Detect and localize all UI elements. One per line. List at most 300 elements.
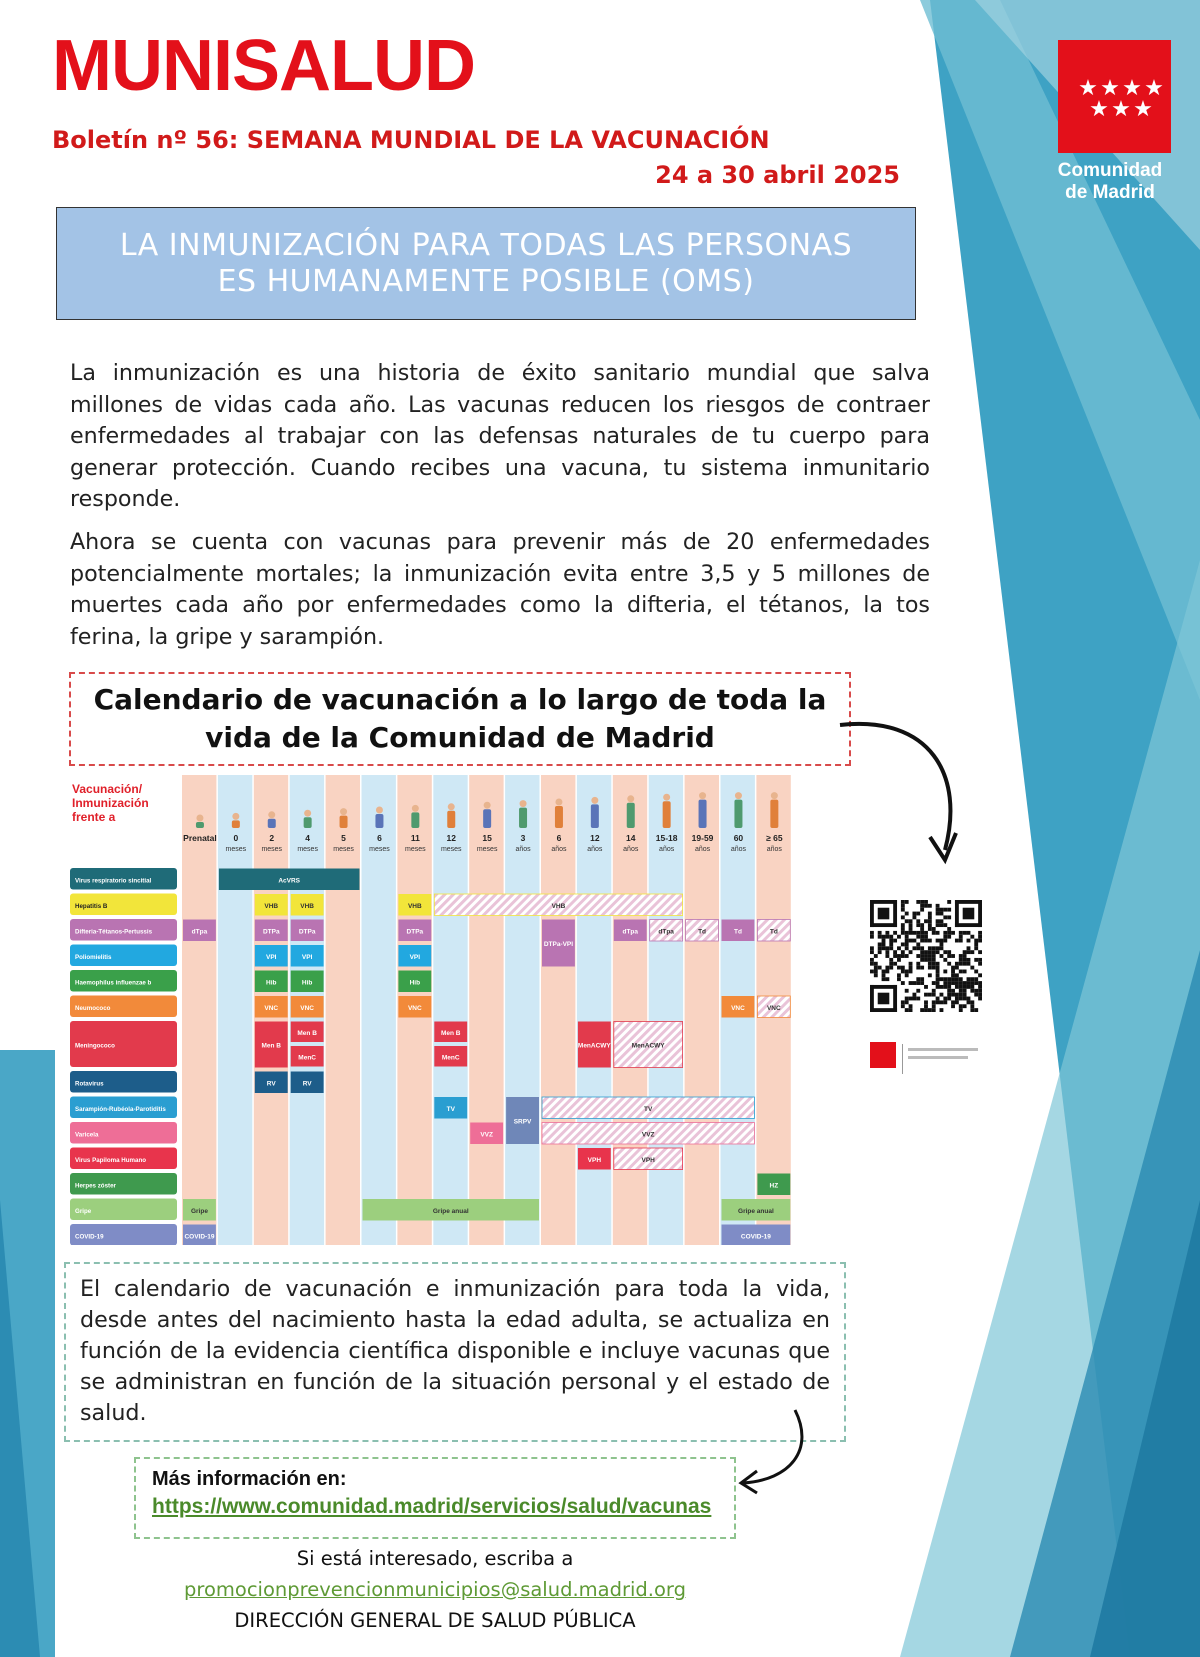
calendar-vaccine-label: Hib — [301, 979, 313, 987]
qr-module — [920, 904, 924, 908]
qr-module — [951, 981, 955, 985]
qr-module — [882, 977, 886, 981]
calendar-vaccine-label: VVZ — [480, 1131, 493, 1139]
qr-module — [893, 900, 897, 927]
calendar-vaccine-label: DTPa — [406, 928, 424, 936]
qr-module — [974, 993, 978, 997]
qr-module — [947, 908, 951, 912]
qr-module — [870, 950, 874, 954]
qr-module — [978, 935, 982, 939]
qr-module — [909, 1004, 913, 1008]
banner-line-2: ES HUMANAMENTE POSIBLE (OMS) — [217, 263, 755, 299]
qr-module — [928, 904, 932, 908]
calendar-row-label: Virus Papiloma Humano — [75, 1156, 147, 1164]
qr-module — [978, 973, 982, 977]
logo-line-2: de Madrid — [1065, 182, 1155, 203]
qr-module — [974, 989, 978, 993]
person-body-icon — [734, 800, 742, 828]
calendar-age-unit: meses — [261, 846, 283, 853]
qr-module — [901, 942, 905, 946]
qr-module — [897, 935, 901, 939]
calendar-vaccine-label: VNC — [731, 1004, 745, 1012]
calendar-row-label: Sarampión-Rubéola-Parotiditis — [75, 1105, 166, 1113]
qr-module — [947, 985, 951, 989]
calendar-age-unit: años — [587, 846, 603, 853]
calendar-age-label: 14 — [626, 833, 636, 843]
qr-module — [959, 1008, 963, 1012]
qr-module — [901, 1004, 905, 1008]
qr-module — [955, 962, 959, 966]
calendar-row-label: Virus respiratorio sincitial — [75, 877, 152, 885]
qr-module — [924, 900, 928, 904]
calendar-age-label: 6 — [556, 833, 562, 843]
qr-module — [901, 900, 905, 904]
qr-module — [920, 981, 924, 985]
qr-module — [897, 966, 901, 970]
calendar-age-label: 3 — [520, 833, 526, 843]
qr-module — [959, 985, 963, 989]
qr-module — [947, 989, 951, 993]
qr-module — [901, 927, 905, 931]
calendar-vaccine-label: COVID-19 — [740, 1233, 771, 1241]
qr-module — [912, 946, 916, 950]
qr-module — [947, 993, 951, 997]
qr-module — [936, 962, 940, 966]
qr-module — [943, 985, 947, 989]
qr-module — [893, 962, 897, 966]
calendar-vaccine-label: Td — [733, 928, 742, 936]
qr-module — [912, 981, 916, 985]
qr-module — [905, 989, 909, 993]
qr-module — [940, 908, 944, 912]
qr-module — [928, 962, 932, 966]
calendar-description: El calendario de vacunación e inmunización para toda la vida, desde antes del nacimiento hasta la edad adulta, se actualiza en función de la evidencia científica disponible e incluye vacunas que se administran en función de la situación personal y el estado de salud. — [64, 1262, 846, 1442]
qr-module — [951, 973, 955, 977]
qr-module — [963, 970, 967, 974]
qr-module — [963, 950, 967, 954]
qr-module — [916, 919, 920, 923]
stars-icon — [1058, 40, 1171, 153]
qr-module — [920, 950, 924, 954]
qr-module — [932, 1008, 936, 1012]
qr-module — [916, 942, 920, 946]
qr-module — [978, 939, 982, 943]
qr-module — [970, 950, 974, 954]
calendar-vaccine-label: VHB — [551, 902, 566, 910]
qr-module — [885, 977, 889, 981]
person-body-icon — [411, 812, 419, 828]
calendar-row-header-text: frente a — [72, 810, 116, 824]
qr-module — [951, 1000, 955, 1004]
qr-module — [874, 962, 878, 966]
qr-module — [885, 931, 889, 935]
qr-module — [932, 989, 936, 993]
qr-module — [870, 962, 874, 966]
qr-module — [943, 908, 947, 912]
qr-module — [920, 927, 924, 931]
calendar-vaccine-label: Men B — [441, 1029, 461, 1037]
person-body-icon — [447, 811, 455, 828]
person-icon — [376, 807, 383, 814]
calendar-age-unit: meses — [297, 846, 318, 853]
calendar-age-unit: años — [694, 846, 711, 853]
svg-text:★: ★ — [1089, 97, 1109, 122]
qr-module — [963, 954, 967, 958]
qr-module — [963, 931, 967, 935]
qr-module — [940, 977, 944, 981]
qr-module — [893, 950, 897, 954]
qr-module — [893, 931, 897, 935]
qr-module — [885, 946, 889, 950]
qr-module — [916, 923, 920, 927]
calendar-vaccine-label: VNC — [300, 1004, 315, 1012]
qr-module — [959, 989, 963, 993]
comunidad-madrid-logo — [1058, 40, 1171, 153]
qr-module — [959, 954, 963, 958]
qr-module — [947, 954, 951, 958]
qr-module — [920, 946, 924, 950]
qr-module — [916, 946, 920, 950]
qr-module — [901, 981, 905, 985]
qr-module — [916, 977, 920, 981]
calendar-vaccine-label: Td — [698, 928, 707, 936]
qr-module — [870, 985, 874, 1012]
calendar-vaccine-label: Hib — [409, 979, 421, 987]
qr-module — [967, 985, 971, 989]
qr-module — [901, 915, 905, 919]
person-body-icon — [196, 822, 204, 828]
person-body-icon — [770, 800, 778, 828]
person-body-icon — [232, 820, 240, 828]
qr-module — [928, 927, 932, 931]
qr-module — [967, 1000, 971, 1004]
qr-module — [936, 970, 940, 974]
qr-module — [940, 942, 944, 946]
qr-module — [955, 993, 959, 997]
small-arrow-icon — [735, 1405, 815, 1495]
qr-module — [951, 931, 955, 935]
qr-module — [943, 931, 947, 935]
qr-module — [955, 966, 959, 970]
qr-module — [901, 966, 905, 970]
qr-module — [955, 997, 959, 1001]
person-icon — [340, 808, 347, 815]
qr-module — [901, 970, 905, 974]
qr-module — [978, 993, 982, 997]
calendar-age-unit: meses — [333, 846, 354, 853]
qr-module — [874, 973, 878, 977]
calendar-age-label: 11 — [410, 833, 420, 843]
qr-module — [947, 927, 951, 931]
qr-module — [905, 935, 909, 939]
calendar-title-line-1: Calendario de vacunación a lo largo de toda la — [93, 683, 827, 716]
qr-module — [885, 950, 889, 954]
qr-module — [947, 977, 951, 981]
calendar-row-label: COVID-19 — [75, 1233, 104, 1241]
qr-module — [943, 923, 947, 927]
calendar-row-label: Herpes zóster — [75, 1182, 116, 1190]
qr-module — [955, 1000, 959, 1004]
qr-module — [870, 931, 874, 935]
calendar-age-unit: años — [730, 846, 747, 853]
qr-module — [932, 931, 936, 935]
qr-module — [947, 950, 951, 954]
contact-intro: Si está interesado, escriba a — [296, 1547, 574, 1570]
qr-module — [882, 946, 886, 950]
more-info-link[interactable]: https://www.comunidad.madrid/servicios/salud/vacunas — [152, 1495, 712, 1518]
qr-module — [870, 900, 874, 927]
calendar-vaccine-label: Hib — [266, 979, 277, 987]
calendar-row-label: Gripe — [75, 1207, 92, 1215]
qr-module — [905, 919, 909, 923]
qr-module — [959, 1004, 963, 1008]
qr-module — [947, 997, 951, 1001]
bulletin-dates: 24 a 30 abril 2025 — [655, 161, 900, 189]
organization-name: DIRECCIÓN GENERAL DE SALUD PÚBLICA — [234, 1609, 636, 1632]
qr-module — [940, 1000, 944, 1004]
calendar-vaccine-label: TV — [644, 1105, 653, 1113]
qr-module — [959, 981, 963, 985]
calendar-row-label: Rotavirus — [75, 1080, 104, 1088]
qr-module — [916, 997, 920, 1001]
app-title: MUNISALUD — [52, 26, 475, 106]
qr-module — [955, 900, 982, 904]
calendar-row-label: Hepatitis B — [75, 902, 108, 910]
qr-module — [924, 993, 928, 997]
qr-module — [889, 942, 893, 946]
calendar-age-unit: meses — [225, 846, 247, 853]
qr-module — [974, 970, 978, 974]
qr-module — [970, 977, 974, 981]
calendar-vaccine-label: VPH — [641, 1156, 655, 1164]
qr-code-icon[interactable] — [870, 900, 982, 1012]
person-icon — [735, 792, 742, 799]
svg-text:★: ★ — [1078, 76, 1098, 101]
qr-module — [885, 966, 889, 970]
qr-module — [928, 946, 932, 950]
qr-module — [920, 954, 924, 958]
qr-module — [901, 931, 905, 935]
qr-module — [947, 915, 951, 919]
calendar-age-label: 5 — [341, 833, 346, 843]
qr-module — [924, 950, 928, 954]
qr-module — [936, 977, 940, 981]
calendar-vaccine-label: COVID-19 — [184, 1233, 215, 1241]
calendar-row-label: Varicela — [75, 1131, 99, 1139]
calendar-row-header-text: Vacunación/ — [72, 782, 143, 796]
qr-module — [978, 931, 982, 935]
qr-module — [936, 946, 940, 950]
qr-module — [889, 939, 893, 943]
qr-module — [928, 954, 932, 958]
qr-module — [905, 931, 909, 935]
qr-module — [928, 950, 932, 954]
qr-module — [901, 908, 905, 912]
qr-module — [924, 935, 928, 939]
qr-module — [936, 1000, 940, 1004]
calendar-age-unit: meses — [440, 846, 462, 853]
svg-text:★: ★ — [1100, 76, 1120, 101]
qr-module — [936, 919, 940, 923]
qr-module — [920, 966, 924, 970]
qr-module — [901, 923, 905, 927]
qr-module — [959, 939, 963, 943]
qr-module — [947, 900, 951, 904]
qr-module — [963, 985, 967, 989]
qr-module — [967, 958, 971, 962]
calendar-vaccine-label: dTpa — [658, 928, 674, 936]
qr-module — [878, 946, 882, 950]
qr-module — [970, 1000, 974, 1004]
qr-module — [932, 993, 936, 997]
person-icon — [663, 794, 670, 801]
qr-module — [870, 1008, 897, 1012]
qr-module — [932, 958, 936, 962]
qr-module — [909, 931, 913, 935]
calendar-vaccine-label: Men B — [261, 1042, 281, 1050]
calendar-vaccine-label: VVZ — [641, 1131, 655, 1139]
person-icon — [591, 797, 598, 804]
qr-module — [963, 1004, 967, 1008]
qr-module — [951, 993, 955, 997]
qr-module — [893, 985, 897, 1012]
qr-module — [909, 927, 913, 931]
qr-module — [905, 942, 909, 946]
qr-module — [928, 912, 932, 916]
qr-module — [905, 939, 909, 943]
calendar-vaccine-label: Gripe — [190, 1207, 208, 1215]
qr-module — [905, 973, 909, 977]
qr-module — [936, 923, 940, 927]
person-body-icon — [483, 809, 491, 828]
qr-module — [978, 958, 982, 962]
qr-module — [889, 946, 893, 950]
calendar-vaccine-label: AcVRS — [278, 877, 301, 885]
qr-module — [909, 962, 913, 966]
qr-module — [870, 946, 874, 950]
qr-module — [936, 966, 940, 970]
qr-module — [905, 954, 909, 958]
qr-module — [882, 942, 886, 946]
qr-module — [920, 931, 924, 935]
calendar-vaccine-label: VPI — [301, 953, 313, 961]
qr-module — [943, 997, 947, 1001]
qr-module — [970, 935, 974, 939]
calendar-vaccine-label: DTPa — [262, 928, 280, 936]
qr-module — [870, 985, 897, 989]
qr-module — [943, 950, 947, 954]
calendar-vaccine-label: DTPa — [298, 928, 316, 936]
qr-module — [967, 981, 971, 985]
logo-line-1: Comunidad — [1057, 160, 1163, 181]
qr-module — [870, 923, 897, 927]
qr-module — [967, 939, 971, 943]
qr-module — [940, 946, 944, 950]
qr-module — [916, 935, 920, 939]
qr-module — [940, 1008, 944, 1012]
person-icon — [412, 805, 419, 812]
qr-module — [955, 923, 982, 927]
qr-module — [912, 915, 916, 919]
qr-module — [951, 989, 955, 993]
contact-email-link[interactable]: promocionprevencionmunicipios@salud.madrid.org — [184, 1578, 686, 1601]
qr-module — [947, 981, 951, 985]
qr-module — [974, 977, 978, 981]
calendar-vaccine-label: MenC — [298, 1054, 317, 1062]
calendar-vaccine-label: Gripe anual — [738, 1207, 774, 1215]
qr-module — [959, 931, 963, 935]
qr-module — [936, 908, 940, 912]
person-icon — [448, 803, 455, 810]
person-body-icon — [304, 817, 312, 828]
qr-module — [959, 997, 963, 1001]
qr-module — [967, 946, 971, 950]
qr-module — [932, 981, 936, 985]
person-body-icon — [268, 819, 276, 828]
calendar-age-unit: años — [766, 846, 782, 853]
qr-module — [955, 985, 959, 989]
qr-module — [928, 973, 932, 977]
svg-text:★: ★ — [1133, 97, 1153, 122]
qr-module — [955, 973, 959, 977]
qr-module — [909, 919, 913, 923]
person-icon — [268, 811, 275, 818]
qr-module — [912, 993, 916, 997]
person-body-icon — [555, 806, 563, 828]
qr-module — [897, 958, 901, 962]
qr-module — [932, 927, 936, 931]
qr-module — [909, 970, 913, 974]
qr-module — [901, 1000, 905, 1004]
qr-module — [932, 1004, 936, 1008]
qr-module — [951, 977, 955, 981]
qr-module — [943, 970, 947, 974]
qr-module — [943, 1000, 947, 1004]
qr-module — [951, 1004, 955, 1008]
intro-paragraph-2: Ahora se cuenta con vacunas para prevenir más de 20 enfermedades potencialmente mortales; la inmunización evita entre 3,5 y 5 millones de muertes cada año por enfermedades como la difteria, el tétanos, la tos ferina, la gripe y sarampión. — [70, 529, 930, 650]
qr-module — [912, 931, 916, 935]
qr-module — [897, 954, 901, 958]
person-icon — [627, 795, 634, 802]
calendar-vaccine-label: VNC — [264, 1004, 279, 1012]
calendar-row-label: Haemophilus influenzae b — [75, 979, 152, 987]
qr-module — [924, 939, 928, 943]
qr-module — [963, 997, 967, 1001]
calendar-age-unit: años — [659, 846, 675, 853]
qr-module — [924, 1004, 928, 1008]
qr-module — [951, 970, 955, 974]
svg-text:★: ★ — [1111, 97, 1131, 122]
qr-module — [936, 931, 940, 935]
qr-module — [878, 908, 890, 920]
calendar-row-label: Meningococo — [75, 1042, 115, 1050]
qr-module — [967, 962, 971, 966]
qr-module — [978, 985, 982, 989]
calendar-age-unit: años — [623, 846, 639, 853]
qr-module — [909, 923, 913, 927]
qr-module — [943, 958, 947, 962]
vaccination-calendar-chart — [70, 775, 846, 1245]
qr-module — [882, 935, 886, 939]
calendar-row-label: Neumococo — [75, 1004, 111, 1012]
qr-module — [909, 981, 913, 985]
qr-module — [943, 981, 947, 985]
qr-module — [905, 1008, 909, 1012]
calendar-row-label: Difteria-Tétanos-Pertussis — [75, 928, 153, 936]
qr-module — [940, 993, 944, 997]
qr-module — [943, 977, 947, 981]
qr-module — [978, 900, 982, 927]
